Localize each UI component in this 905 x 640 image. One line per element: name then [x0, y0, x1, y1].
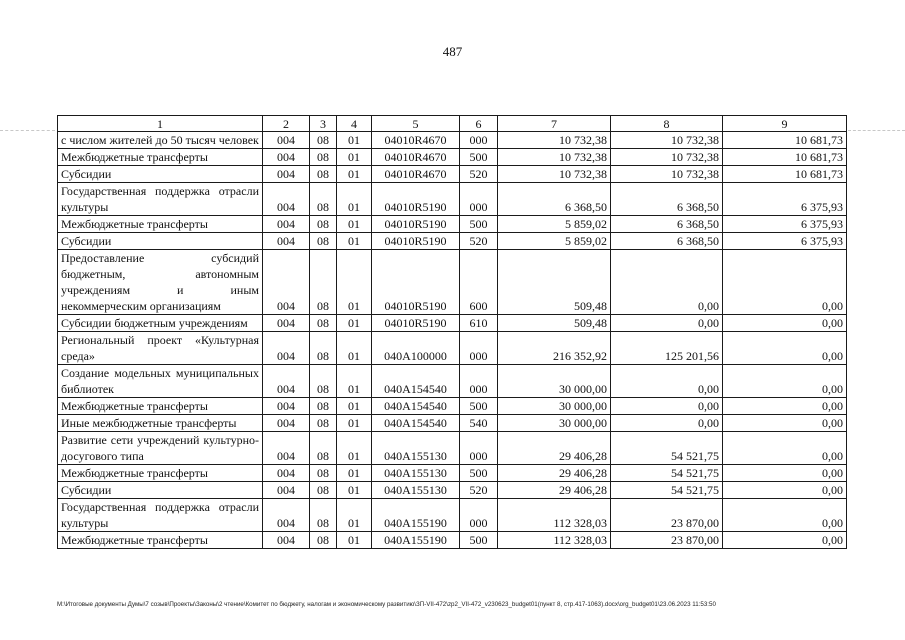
- target-article-cell: 04010R5190: [372, 183, 460, 216]
- table-row: [58, 465, 847, 482]
- column-header: 3: [310, 116, 337, 132]
- target-article-cell: 04010R5190: [372, 216, 460, 233]
- column-header: 9: [723, 116, 847, 132]
- column-header: 8: [611, 116, 723, 132]
- row-name-cell: Государственная поддержка отрасли культуры: [58, 183, 263, 216]
- target-article-cell: 04010R5190: [372, 250, 460, 315]
- amount-2024-cell: 0,00: [611, 398, 723, 415]
- subsection-code-cell: 01: [337, 499, 372, 532]
- table-row: [58, 482, 847, 499]
- amount-2024-cell: 23 870,00: [611, 499, 723, 532]
- table-row: [58, 166, 847, 183]
- document-file-path: M:\Итоговые документы Думы\7 созыв\Проекты\Законы\2 чтение\Комитет по бюджету, налогам и экономическому развитию\ЗП-VII-472\zp2_VII-472_v230623_budget01(пункт 8, стр.417-1063).docx\org_budget01\23.06.2023 11:53:50: [57, 601, 716, 608]
- column-header: 1: [58, 116, 263, 132]
- table-row: [58, 432, 847, 465]
- amount-2025-cell: 6 375,93: [723, 183, 847, 216]
- table-row: [58, 499, 847, 532]
- amount-2023-cell: 216 352,92: [498, 332, 611, 365]
- chapter-code-cell: 08: [310, 315, 337, 332]
- amount-2025-cell: 10 681,73: [723, 149, 847, 166]
- section-code-cell: 004: [263, 532, 310, 549]
- target-article-cell: 040A155190: [372, 532, 460, 549]
- expense-type-cell: 000: [460, 332, 498, 365]
- subsection-code-cell: 01: [337, 315, 372, 332]
- chapter-code-cell: 08: [310, 532, 337, 549]
- amount-2023-cell: 6 368,50: [498, 183, 611, 216]
- section-code-cell: 004: [263, 432, 310, 465]
- target-article-cell: 040A155190: [372, 499, 460, 532]
- table-row: [58, 398, 847, 415]
- amount-2023-cell: 10 732,38: [498, 132, 611, 149]
- expense-type-cell: 000: [460, 365, 498, 398]
- amount-2023-cell: 5 859,02: [498, 216, 611, 233]
- section-code-cell: 004: [263, 183, 310, 216]
- amount-2025-cell: 6 375,93: [723, 216, 847, 233]
- chapter-code-cell: 08: [310, 432, 337, 465]
- section-code-cell: 004: [263, 149, 310, 166]
- expense-type-cell: 600: [460, 250, 498, 315]
- amount-2025-cell: 0,00: [723, 332, 847, 365]
- subsection-code-cell: 01: [337, 532, 372, 549]
- column-header: 7: [498, 116, 611, 132]
- subsection-code-cell: 01: [337, 250, 372, 315]
- expense-type-cell: 000: [460, 183, 498, 216]
- row-name-cell: Межбюджетные трансферты: [58, 398, 263, 415]
- amount-2023-cell: 509,48: [498, 250, 611, 315]
- subsection-code-cell: 01: [337, 132, 372, 149]
- amount-2023-cell: 10 732,38: [498, 166, 611, 183]
- row-name-cell: Субсидии: [58, 482, 263, 499]
- row-name-cell: Межбюджетные трансферты: [58, 149, 263, 166]
- chapter-code-cell: 08: [310, 365, 337, 398]
- row-name-cell: Развитие сети учреждений культурно-досугового типа: [58, 432, 263, 465]
- subsection-code-cell: 01: [337, 432, 372, 465]
- section-code-cell: 004: [263, 132, 310, 149]
- expense-type-cell: 500: [460, 398, 498, 415]
- chapter-code-cell: 08: [310, 499, 337, 532]
- table-row: [58, 532, 847, 549]
- chapter-code-cell: 08: [310, 415, 337, 432]
- amount-2024-cell: 6 368,50: [611, 183, 723, 216]
- table-row: [58, 315, 847, 332]
- amount-2024-cell: 0,00: [611, 315, 723, 332]
- target-article-cell: 040A100000: [372, 332, 460, 365]
- amount-2023-cell: 10 732,38: [498, 149, 611, 166]
- chapter-code-cell: 08: [310, 166, 337, 183]
- row-name-cell: Межбюджетные трансферты: [58, 216, 263, 233]
- target-article-cell: 04010R5190: [372, 315, 460, 332]
- amount-2024-cell: 10 732,38: [611, 132, 723, 149]
- table-row: [58, 250, 847, 315]
- target-article-cell: 04010R4670: [372, 166, 460, 183]
- amount-2025-cell: 10 681,73: [723, 132, 847, 149]
- subsection-code-cell: 01: [337, 183, 372, 216]
- amount-2025-cell: 10 681,73: [723, 166, 847, 183]
- subsection-code-cell: 01: [337, 332, 372, 365]
- section-code-cell: 004: [263, 398, 310, 415]
- amount-2025-cell: 0,00: [723, 532, 847, 549]
- chapter-code-cell: 08: [310, 132, 337, 149]
- expense-type-cell: 000: [460, 499, 498, 532]
- row-name-cell: Межбюджетные трансферты: [58, 532, 263, 549]
- subsection-code-cell: 01: [337, 149, 372, 166]
- expense-type-cell: 610: [460, 315, 498, 332]
- expense-type-cell: 500: [460, 149, 498, 166]
- margin-guide-left: [0, 130, 55, 131]
- page-number: 487: [442, 44, 463, 59]
- section-code-cell: 004: [263, 482, 310, 499]
- section-code-cell: 004: [263, 216, 310, 233]
- chapter-code-cell: 08: [310, 332, 337, 365]
- target-article-cell: 04010R4670: [372, 149, 460, 166]
- amount-2025-cell: 0,00: [723, 398, 847, 415]
- amount-2024-cell: 0,00: [611, 415, 723, 432]
- target-article-cell: 040A154540: [372, 415, 460, 432]
- table-row: [58, 233, 847, 250]
- table-row: [58, 365, 847, 398]
- expense-type-cell: 520: [460, 482, 498, 499]
- chapter-code-cell: 08: [310, 250, 337, 315]
- table-row: [58, 183, 847, 216]
- row-name-cell: Субсидии: [58, 233, 263, 250]
- margin-guide-right: [848, 130, 905, 131]
- row-name-cell: с числом жителей до 50 тысяч человек: [58, 132, 263, 149]
- budget-table: [57, 115, 847, 549]
- amount-2025-cell: 6 375,93: [723, 233, 847, 250]
- expense-type-cell: 540: [460, 415, 498, 432]
- amount-2025-cell: 0,00: [723, 365, 847, 398]
- target-article-cell: 040A155130: [372, 432, 460, 465]
- amount-2023-cell: 112 328,03: [498, 499, 611, 532]
- row-name-cell: Межбюджетные трансферты: [58, 465, 263, 482]
- amount-2024-cell: 23 870,00: [611, 532, 723, 549]
- row-name-cell: Предоставление субсидий бюджетным, автономным учреждениям и иным некоммерческим организациям: [58, 250, 263, 315]
- table-row: [58, 216, 847, 233]
- table-row: [58, 332, 847, 365]
- expense-type-cell: 000: [460, 132, 498, 149]
- amount-2024-cell: 0,00: [611, 365, 723, 398]
- table-row: [58, 149, 847, 166]
- amount-2023-cell: 30 000,00: [498, 398, 611, 415]
- amount-2024-cell: 6 368,50: [611, 233, 723, 250]
- section-code-cell: 004: [263, 166, 310, 183]
- amount-2024-cell: 6 368,50: [611, 216, 723, 233]
- section-code-cell: 004: [263, 415, 310, 432]
- amount-2024-cell: 10 732,38: [611, 149, 723, 166]
- row-name-cell: Субсидии бюджетным учреждениям: [58, 315, 263, 332]
- column-header: 6: [460, 116, 498, 132]
- amount-2023-cell: 29 406,28: [498, 465, 611, 482]
- subsection-code-cell: 01: [337, 166, 372, 183]
- expense-type-cell: 520: [460, 233, 498, 250]
- column-header: 5: [372, 116, 460, 132]
- row-name-cell: Создание модельных муниципальных библиотек: [58, 365, 263, 398]
- column-header: 4: [337, 116, 372, 132]
- subsection-code-cell: 01: [337, 465, 372, 482]
- amount-2024-cell: 125 201,56: [611, 332, 723, 365]
- target-article-cell: 04010R4670: [372, 132, 460, 149]
- subsection-code-cell: 01: [337, 482, 372, 499]
- section-code-cell: 004: [263, 365, 310, 398]
- amount-2024-cell: 10 732,38: [611, 166, 723, 183]
- chapter-code-cell: 08: [310, 183, 337, 216]
- chapter-code-cell: 08: [310, 216, 337, 233]
- expense-type-cell: 500: [460, 465, 498, 482]
- amount-2023-cell: 5 859,02: [498, 233, 611, 250]
- subsection-code-cell: 01: [337, 398, 372, 415]
- expense-type-cell: 500: [460, 532, 498, 549]
- amount-2024-cell: 54 521,75: [611, 465, 723, 482]
- amount-2025-cell: 0,00: [723, 432, 847, 465]
- amount-2023-cell: 29 406,28: [498, 482, 611, 499]
- table-body: [58, 132, 847, 549]
- row-name-cell: Государственная поддержка отрасли культуры: [58, 499, 263, 532]
- expense-type-cell: 520: [460, 166, 498, 183]
- row-name-cell: Субсидии: [58, 166, 263, 183]
- section-code-cell: 004: [263, 499, 310, 532]
- amount-2025-cell: 0,00: [723, 465, 847, 482]
- amount-2025-cell: 0,00: [723, 499, 847, 532]
- table-row: [58, 132, 847, 149]
- amount-2025-cell: 0,00: [723, 250, 847, 315]
- chapter-code-cell: 08: [310, 482, 337, 499]
- subsection-code-cell: 01: [337, 365, 372, 398]
- amount-2024-cell: 0,00: [611, 250, 723, 315]
- row-name-cell: Иные межбюджетные трансферты: [58, 415, 263, 432]
- amount-2023-cell: 30 000,00: [498, 415, 611, 432]
- amount-2025-cell: 0,00: [723, 482, 847, 499]
- subsection-code-cell: 01: [337, 233, 372, 250]
- chapter-code-cell: 08: [310, 465, 337, 482]
- section-code-cell: 004: [263, 332, 310, 365]
- expense-type-cell: 000: [460, 432, 498, 465]
- column-header: 2: [263, 116, 310, 132]
- amount-2023-cell: 112 328,03: [498, 532, 611, 549]
- section-code-cell: 004: [263, 233, 310, 250]
- target-article-cell: 04010R5190: [372, 233, 460, 250]
- chapter-code-cell: 08: [310, 149, 337, 166]
- subsection-code-cell: 01: [337, 415, 372, 432]
- table-row: [58, 415, 847, 432]
- row-name-cell: Региональный проект «Культурная среда»: [58, 332, 263, 365]
- amount-2023-cell: 30 000,00: [498, 365, 611, 398]
- amount-2023-cell: 509,48: [498, 315, 611, 332]
- table-header-row: [58, 116, 847, 132]
- chapter-code-cell: 08: [310, 233, 337, 250]
- target-article-cell: 040A154540: [372, 365, 460, 398]
- amount-2025-cell: 0,00: [723, 315, 847, 332]
- section-code-cell: 004: [263, 465, 310, 482]
- amount-2024-cell: 54 521,75: [611, 482, 723, 499]
- target-article-cell: 040A155130: [372, 465, 460, 482]
- subsection-code-cell: 01: [337, 216, 372, 233]
- section-code-cell: 004: [263, 250, 310, 315]
- amount-2025-cell: 0,00: [723, 415, 847, 432]
- amount-2024-cell: 54 521,75: [611, 432, 723, 465]
- target-article-cell: 040A155130: [372, 482, 460, 499]
- chapter-code-cell: 08: [310, 398, 337, 415]
- section-code-cell: 004: [263, 315, 310, 332]
- expense-type-cell: 500: [460, 216, 498, 233]
- target-article-cell: 040A154540: [372, 398, 460, 415]
- amount-2023-cell: 29 406,28: [498, 432, 611, 465]
